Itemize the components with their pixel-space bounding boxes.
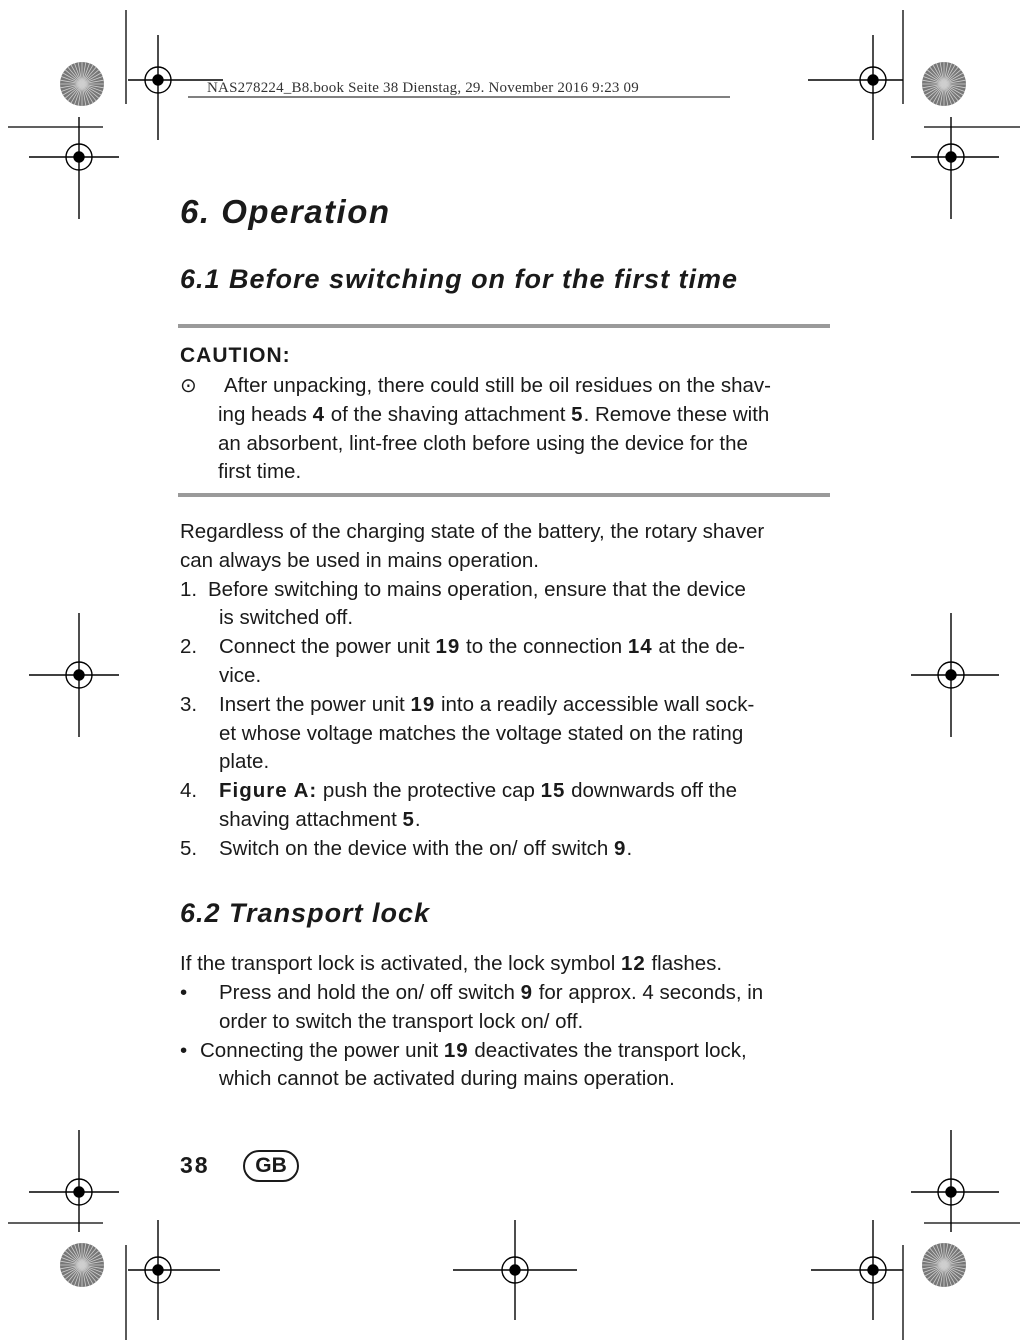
caution-line [218, 432, 748, 456]
bold-reference: 12 [620, 952, 646, 975]
text-run: an absorbent, lint-free cloth before using the device for the [218, 431, 748, 455]
bullet-line [219, 1067, 675, 1091]
bullet-icon: • [180, 1038, 188, 1062]
bold-reference: 19 [410, 692, 436, 716]
bold-reference: 19 [435, 635, 461, 659]
step-line [219, 837, 632, 861]
caution-title: CAUTION: [180, 344, 291, 367]
transport-lock-intro [180, 952, 722, 976]
page-title: 6. Operation [180, 193, 391, 230]
text-run: deactivates the transport lock, [468, 1038, 747, 1062]
step-line [219, 635, 745, 659]
bold-reference: 19 [443, 1038, 469, 1062]
caution-top-rule [178, 324, 830, 328]
bold-reference: 4 [312, 402, 326, 426]
text-run: at the de- [652, 635, 746, 659]
bullet-line [219, 981, 763, 1005]
text-run: Connecting the power unit [200, 1038, 444, 1062]
step-line [219, 779, 737, 803]
language-badge: GB [243, 1150, 299, 1182]
text-run: Insert the power unit [219, 692, 411, 716]
step-line [219, 693, 754, 717]
text-run: plate. [219, 750, 270, 774]
text-run: Press and hold the on/ off switch [219, 981, 521, 1004]
text-run: is switched off. [219, 606, 354, 630]
bullet-line [219, 1010, 583, 1034]
bold-reference: 9 [614, 836, 627, 860]
intro-line: Regardless of the charging state of the battery, the rotary shaver [180, 520, 765, 543]
step-line [219, 722, 743, 746]
step-line [219, 664, 261, 688]
text-run: flashes. [645, 952, 723, 975]
text-run: ing heads [218, 402, 313, 426]
text-run: et whose voltage matches the voltage stated on the rating [219, 721, 744, 745]
registration-disc [922, 1243, 966, 1287]
text-run: shaving attachment [219, 808, 403, 831]
text-run: of the shaving attachment [325, 402, 572, 426]
text-run: If the transport lock is activated, the lock symbol [180, 952, 621, 975]
step-number: 4. [180, 779, 198, 803]
step-number: 2. [180, 635, 198, 659]
bold-reference: 9 [520, 981, 534, 1004]
step-number: 1. [180, 577, 198, 601]
bullet-icon: • [180, 981, 188, 1004]
caution-line [218, 460, 301, 484]
caution-line [224, 374, 771, 398]
step-line [219, 750, 269, 774]
registration-disc [60, 1243, 104, 1287]
step-line [219, 808, 421, 832]
intro-line: can always be used in mains operation. [180, 548, 539, 572]
text-run: push the protective cap [317, 779, 541, 803]
step-line [208, 578, 746, 602]
bullet-line [200, 1039, 747, 1063]
text-run: order to switch the transport lock on/ off. [219, 1009, 584, 1033]
step-line [219, 606, 353, 630]
circled-dot-icon: ⊙ [180, 375, 197, 397]
text-run: to the connection [460, 635, 628, 659]
registration-disc [60, 62, 104, 106]
bold-reference: Figure A: [219, 779, 318, 803]
bold-reference: 5 [571, 402, 584, 426]
page-number: 38 [180, 1152, 210, 1178]
bold-reference: 5 [402, 808, 415, 831]
text-run: Connect the power unit [219, 635, 436, 659]
text-run: which cannot be activated during mains operation. [219, 1067, 675, 1091]
text-run: . Remove these with [583, 402, 770, 426]
section-heading-6-2: 6.2 Transport lock [180, 898, 431, 928]
text-run: . [626, 836, 633, 860]
section-heading-6-1: 6.1 Before switching on for the first time [180, 264, 739, 294]
text-run: into a readily accessible wall sock- [435, 692, 755, 716]
registration-disc [922, 62, 966, 106]
caution-bottom-rule [178, 493, 830, 497]
text-run: Before switching to mains operation, ensure that the device [208, 577, 746, 601]
text-run: for approx. 4 seconds, in [533, 981, 764, 1004]
text-run: . [414, 808, 421, 831]
text-run: vice. [219, 664, 262, 687]
text-run: first time. [218, 460, 302, 484]
step-number: 3. [180, 692, 198, 716]
step-number: 5. [180, 836, 198, 860]
text-run: After unpacking, there could still be oil residues on the shav- [224, 374, 771, 397]
file-header: NAS278224_B8.book Seite 38 Dienstag, 29. November 2016 9:23 09 [207, 80, 639, 96]
text-run: downwards off the [565, 779, 738, 803]
text-run: Switch on the device with the on/ off switch [219, 836, 615, 860]
caution-line [218, 403, 769, 427]
bold-reference: 14 [627, 635, 653, 659]
bold-reference: 15 [540, 779, 566, 803]
